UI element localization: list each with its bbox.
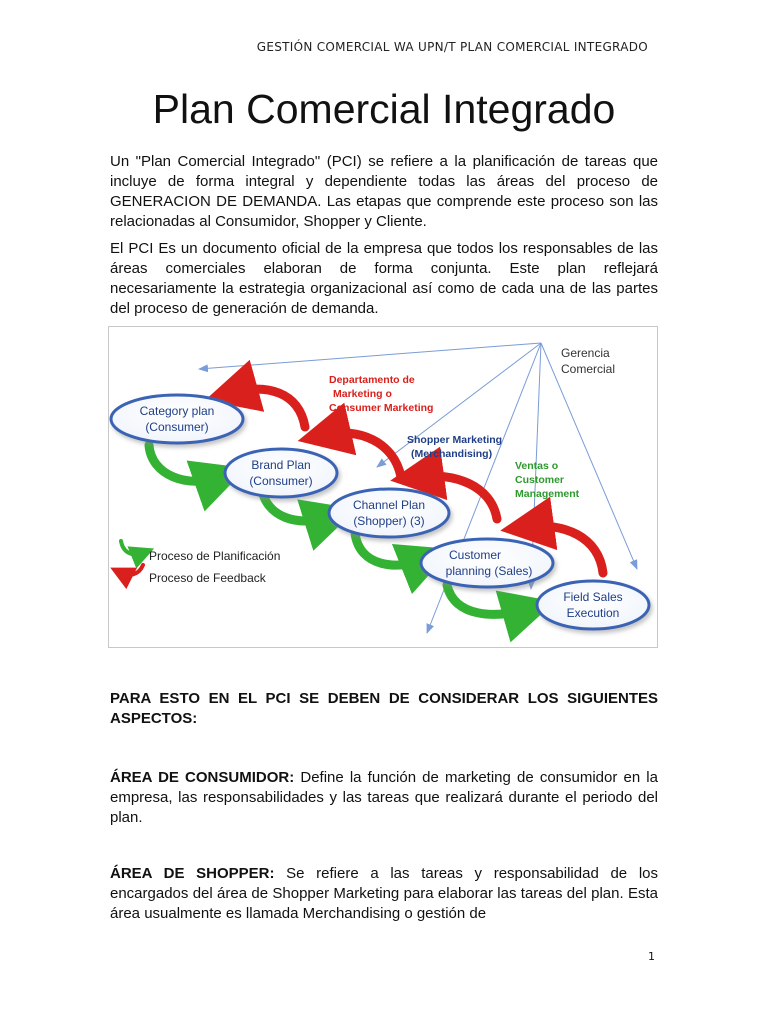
node-field-sales <box>537 581 649 629</box>
legend-planificacion: Proceso de Planificación <box>149 549 281 563</box>
node-channel-plan <box>329 489 449 537</box>
departamento-line1: Departamento de <box>329 374 415 386</box>
section-heading: PARA ESTO EN EL PCI SE DEBEN DE CONSIDERAR LOS SIGUIENTES ASPECTOS: <box>110 690 658 727</box>
departamento-line2: Marketing o <box>333 388 392 400</box>
channel-plan-line1: Channel Plan <box>352 498 426 512</box>
page-title: Plan Comercial Integrado <box>152 86 616 132</box>
node-category-plan <box>111 395 243 443</box>
pci-diagram <box>108 326 658 648</box>
page-number: 1 <box>648 950 655 963</box>
customer-planning-line1: Customer <box>448 548 502 562</box>
brand-plan-line1: Brand Plan <box>251 458 311 472</box>
node-customer-planning <box>421 539 553 587</box>
planning-arrows <box>149 445 529 614</box>
customer-planning-line2: planning (Sales) <box>445 564 533 578</box>
category-plan-line1: Category plan <box>139 404 215 418</box>
legend <box>121 541 280 585</box>
shopper-marketing-line1: Shopper Marketing <box>407 434 503 446</box>
departamento-line3: Consumer Marketing <box>329 402 434 414</box>
intro-paragraph-2: El PCI Es un documento oficial de la empresa que todos los responsables de las áreas comerciales elaboran de forma conjunta. Este plan reflejará necesariamente la estrategia organizacional así como de cada una de las partes del proceso de generación de demanda. <box>110 240 658 317</box>
ventas-line3: Management <box>515 488 580 500</box>
node-brand-plan <box>225 449 337 497</box>
area-consumidor-text: Define la función de marketing de consumidor en la empresa, las responsabilidades y las tareas que realizará durante el periodo del plan. <box>110 769 658 826</box>
gerencia-line2: Comercial <box>561 362 616 376</box>
running-header: GESTIÓN COMERCIAL WA UPN/T PLAN COMERCIAL INTEGRADO <box>256 40 648 54</box>
area-consumidor-label: ÁREA DE CONSUMIDOR: <box>110 769 295 786</box>
field-sales-line2: Execution <box>566 606 620 620</box>
legend-feedback: Proceso de Feedback <box>149 571 266 585</box>
ventas-line1: Ventas o <box>515 460 559 472</box>
intro-paragraph-1: Un "Plan Comercial Integrado" (PCI) se refiere a la planificación de tareas que incluye de forma integral y dependiente todas las áreas del proceso de GENERACION DE DEMANDA. Las etapas que comprende este proceso son las relacionadas al Consumidor, Shopper y Cliente. <box>110 153 658 230</box>
brand-plan-line2: (Consumer) <box>249 474 313 488</box>
field-sales-line1: Field Sales <box>563 590 623 604</box>
channel-plan-line2: (Shopper) (3) <box>353 514 425 528</box>
shopper-marketing-line2: (Merchandising) <box>411 448 493 460</box>
category-plan-line2: (Consumer) <box>145 420 209 434</box>
gerencia-line1: Gerencia <box>561 346 610 360</box>
area-shopper-paragraph <box>110 864 658 924</box>
ventas-line2: Customer <box>515 474 565 486</box>
area-consumidor-paragraph <box>110 768 658 828</box>
area-shopper-label: ÁREA DE SHOPPER: <box>110 865 275 882</box>
area-shopper-text: Se refiere a las tareas y responsabilidad de los encargados del área de Shopper Marketing para elaborar las tareas del plan. Esta área usualmente es llamada Merchandising o gestión de <box>110 865 658 922</box>
